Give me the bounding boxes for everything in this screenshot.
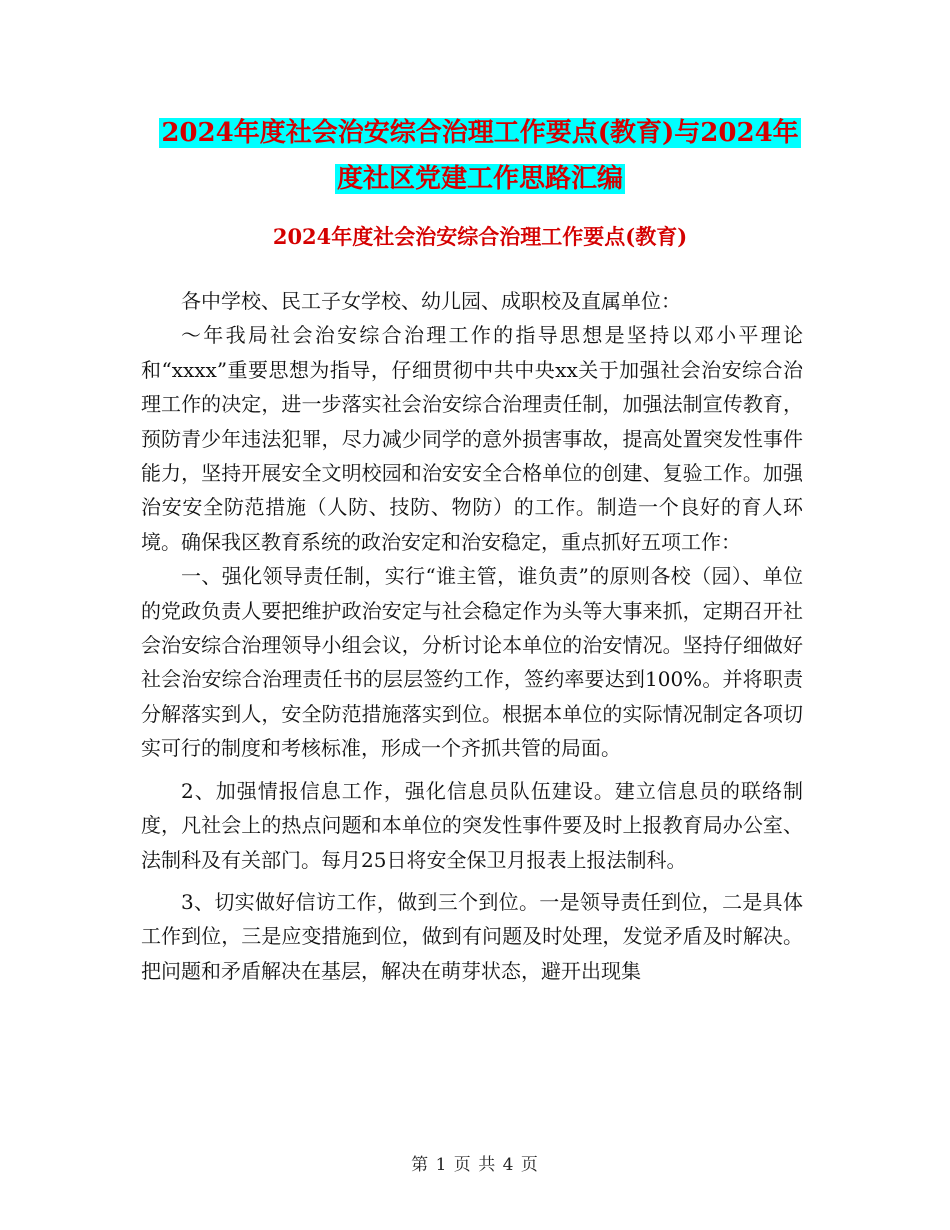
document-title bbox=[140, 110, 820, 202]
paragraph-salutation: 各中学校、民工子女学校、幼儿园、成职校及直属单位： bbox=[181, 289, 681, 313]
paragraph-item-3: 3、切实做好信访工作，做到三个到位。一是领导责任到位，二是具体工作到位，三是应变措施到位，做到有问题及时处理，发觉矛盾及时解决。把问题和矛盾解决在基层，解决在萌芽状态，避开出现集 bbox=[141, 889, 803, 983]
paragraph-item-1: 一、强化领导责任制，实行“谁主管，谁负责”的原则各校（园）、单位的党政负责人要把维护政治安定与社会稳定作为头等大事来抓，定期召开社会治安综合治理领导小组会议，分析讨论本单位的治安情况。坚持仔细做好社会治安综合治理责任书的层层签约工作，签约率要达到100%。并将职责分解落实到人，安全防范措施落实到位。根据本单位的实际情况制定各项切实可行的制度和考核标准，形成一个齐抓共管的局面。 bbox=[141, 564, 803, 761]
page-footer: 第 1 页 共 4 页 bbox=[411, 1155, 539, 1175]
paragraph-guiding-thought: ～年我局社会治安综合治理工作的指导思想是坚持以邓小平理论和“xxxx”重要思想为指导，仔细贯彻中共中央xx关于加强社会治安综合治理工作的决定，进一步落实社会治安综合治理责任制，加强法制宣传教育，预防青少年违法犯罪，尽力减少同学的意外损害事故，提高处置突发性事件能力，坚持开展安全文明校园和治安安全合格单位的创建、复验工作。加强治安安全防范措施（人防、技防、物防）的工作。制造一个良好的育人环境。确保我区教育系统的政治安定和治安稳定，重点抓好五项工作： bbox=[141, 323, 803, 554]
paragraph-item-2: 2、加强情报信息工作，强化信息员队伍建设。建立信息员的联络制度，凡社会上的热点问题和本单位的突发性事件要及时上报教育局办公室、法制科及有关部门。每月25日将安全保卫月报表上报法制科。 bbox=[141, 778, 803, 872]
document-title-line-1: 2024年度社会治安综合治理工作要点(教育)与2024年 bbox=[161, 118, 799, 148]
section-title: 2024年度社会治安综合治理工作要点(教育) bbox=[272, 224, 688, 249]
document-body bbox=[141, 284, 803, 988]
document-title-line-2: 度社区党建工作思路汇编 bbox=[336, 164, 623, 194]
